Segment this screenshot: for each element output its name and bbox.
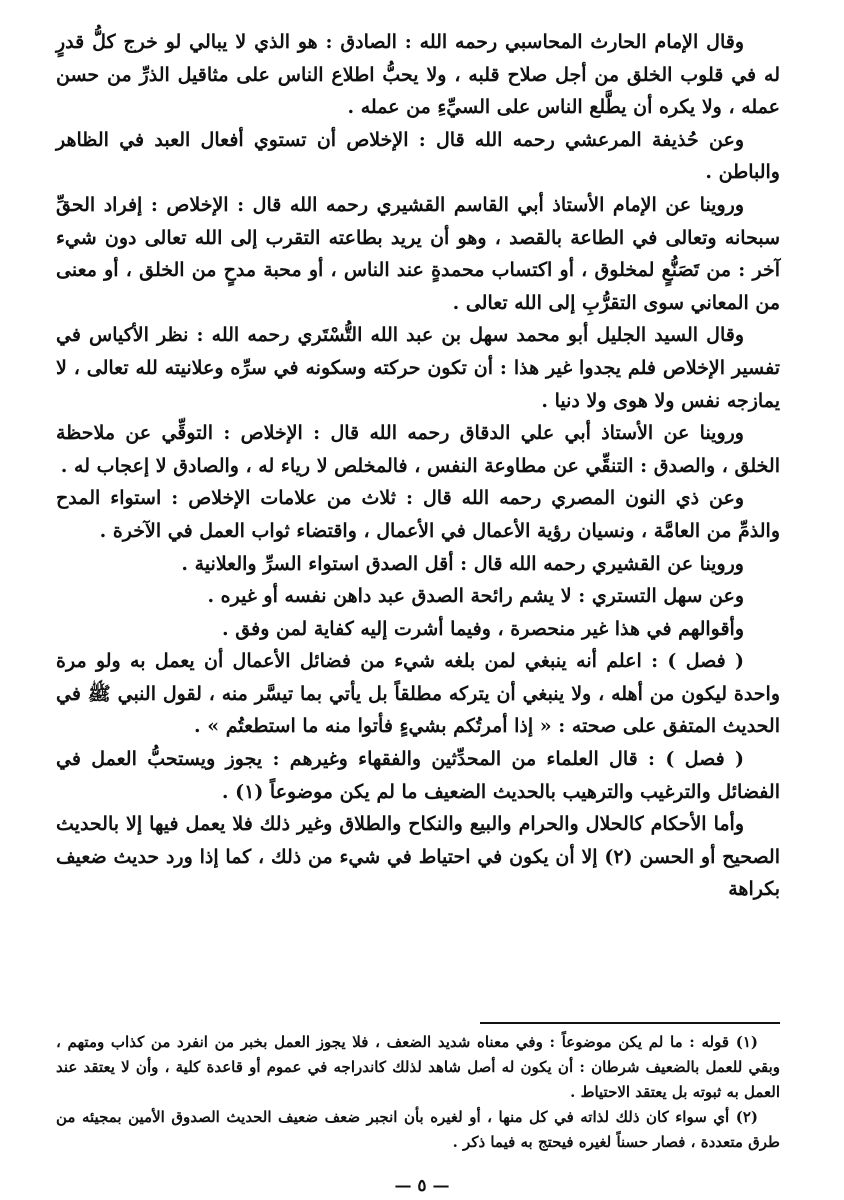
paragraph-tustari-sidq: وعن سهل التستري : لا يشم رائحة الصدق عبد داهن نفسه أو غيره .: [207, 585, 744, 608]
paragraph-hudhayfa: وعن حُذيفة المرعشي رحمه الله قال : الإخلاص أن تستوي أفعال العبد في الظاهر والباطن .: [56, 128, 780, 184]
main-text: [56, 26, 780, 906]
paragraph-qushayri-sidq: وروينا عن القشيري رحمه الله قال : أقل الصدق استواء السرِّ والعلانية .: [181, 552, 744, 575]
footnote-divider: [480, 1022, 780, 1024]
paragraph-fasl-daif: ( فصل ) : قال العلماء من المحدِّثين والفقهاء وغيرهم : يجوز ويستحبُّ العمل في الفضائل والترغيب والترهيب بالحديث الضعيف ما لم يكن موضوعاً (١) .: [56, 748, 780, 803]
paragraph-qushayri-ikhlas: وروينا عن الإمام الأستاذ أبي القاسم القشيري رحمه الله قال : الإخلاص : إفراد الحقِّ سبحانه وتعالى في الطاعة بالقصد ، وهو أن يريد بطاعته التقرب إلى الله تعالى دون شيء آخر : من تَصَنُّعٍ لمخلوق ، أو اكتساب محمدةٍ عند الناس ، أو محبة مدحٍ من الخلق ، أو معنى من المعاني سوى التقرُّبِ إلى الله تعالى .: [56, 193, 780, 314]
paragraph-ahkam: وأما الأحكام كالحلال والحرام والبيع والنكاح والطلاق وغير ذلك فلا يعمل فيها إلا بالحديث الصحيح أو الحسن (٢) إلا أن يكون في احتياط في شيء من ذلك ، كما إذا ورد حديث ضعيف بكراهة: [56, 813, 780, 901]
paragraph-muhasibi: وقال الإمام الحارث المحاسبي رحمه الله : الصادق : هو الذي لا يبالي لو خرج كلُّ قدرٍ له في قلوب الخلق من أجل صلاح قلبه ، ولا يحبُّ اطلاع الناس على مثاقيل الذرِّ من حسن عمله ، ولا يكره أن يطَّلع الناس على السيِّءِ من عمله .: [56, 31, 780, 119]
paragraph-aqwaluhum: وأقوالهم في هذا غير منحصرة ، وفيما أشرت إليه كفاية لمن وفق .: [222, 617, 744, 640]
paragraph-dhun-nun: وعن ذي النون المصري رحمه الله قال : ثلاث من علامات الإخلاص : استواء المدح والذمِّ من العامَّة ، ونسيان رؤية الأعمال في الأعمال ، واقتضاء ثواب العمل في الآخرة .: [56, 487, 780, 542]
footnotes: [56, 1030, 780, 1155]
paragraph-daqqaq: وروينا عن الأستاذ أبي علي الدقاق رحمه الله قال : الإخلاص : التوقِّي عن ملاحظة الخلق ، والصدق : التنقِّي عن مطاوعة النفس ، فالمخلص لا رياء له ، والصادق لا إعجاب له .: [56, 422, 780, 477]
footnote-2: (٢) أي سواء كان ذلك لذاته في كل منها ، أو لغيره بأن انجبر ضعف ضعيف الحديث الصدوق الأمين بمجيئه من طرق متعددة ، فصار حسناً لغيره فيحتج به فيما ذكر .: [56, 1108, 780, 1151]
page-number: — ٥ —: [394, 1176, 450, 1196]
footnote-1: (١) قوله : ما لم يكن موضوعاً : وفي معناه شديد الضعف ، فلا يجوز العمل بخبر من انفرد من كذاب ومتهم ، وبقي للعمل بالضعيف شرطان : أن يكون له أصل شاهد لذلك كاندراجه في عموم أو قاعدة كلية ، وأن لا يعتقد عند العمل به ثبوته بل يعتقد الاحتياط .: [56, 1033, 780, 1101]
paragraph-tustari-akyas: وقال السيد الجليل أبو محمد سهل بن عبد الله التُّسْتَري رحمه الله : نظر الأكياس في تفسير الإخلاص فلم يجدوا غير هذا : أن تكون حركته وسكونه في سرِّه وعلانيته لله تعالى ، لا يمازجه نفس ولا هوى ولا دنيا .: [56, 324, 780, 412]
paragraph-fasl-fadail: ( فصل ) : اعلم أنه ينبغي لمن بلغه شيء من فضائل الأعمال أن يعمل به ولو مرة واحدة ليكون من أهله ، ولا ينبغي أن يتركه مطلقاً بل يأتي بما تيسَّر منه ، لقول النبي ﷺ في الحديث المتفق على صحته : « إذا أمرتُكم بشيءٍ فأتوا منه ما استطعتُم » .: [56, 650, 780, 738]
